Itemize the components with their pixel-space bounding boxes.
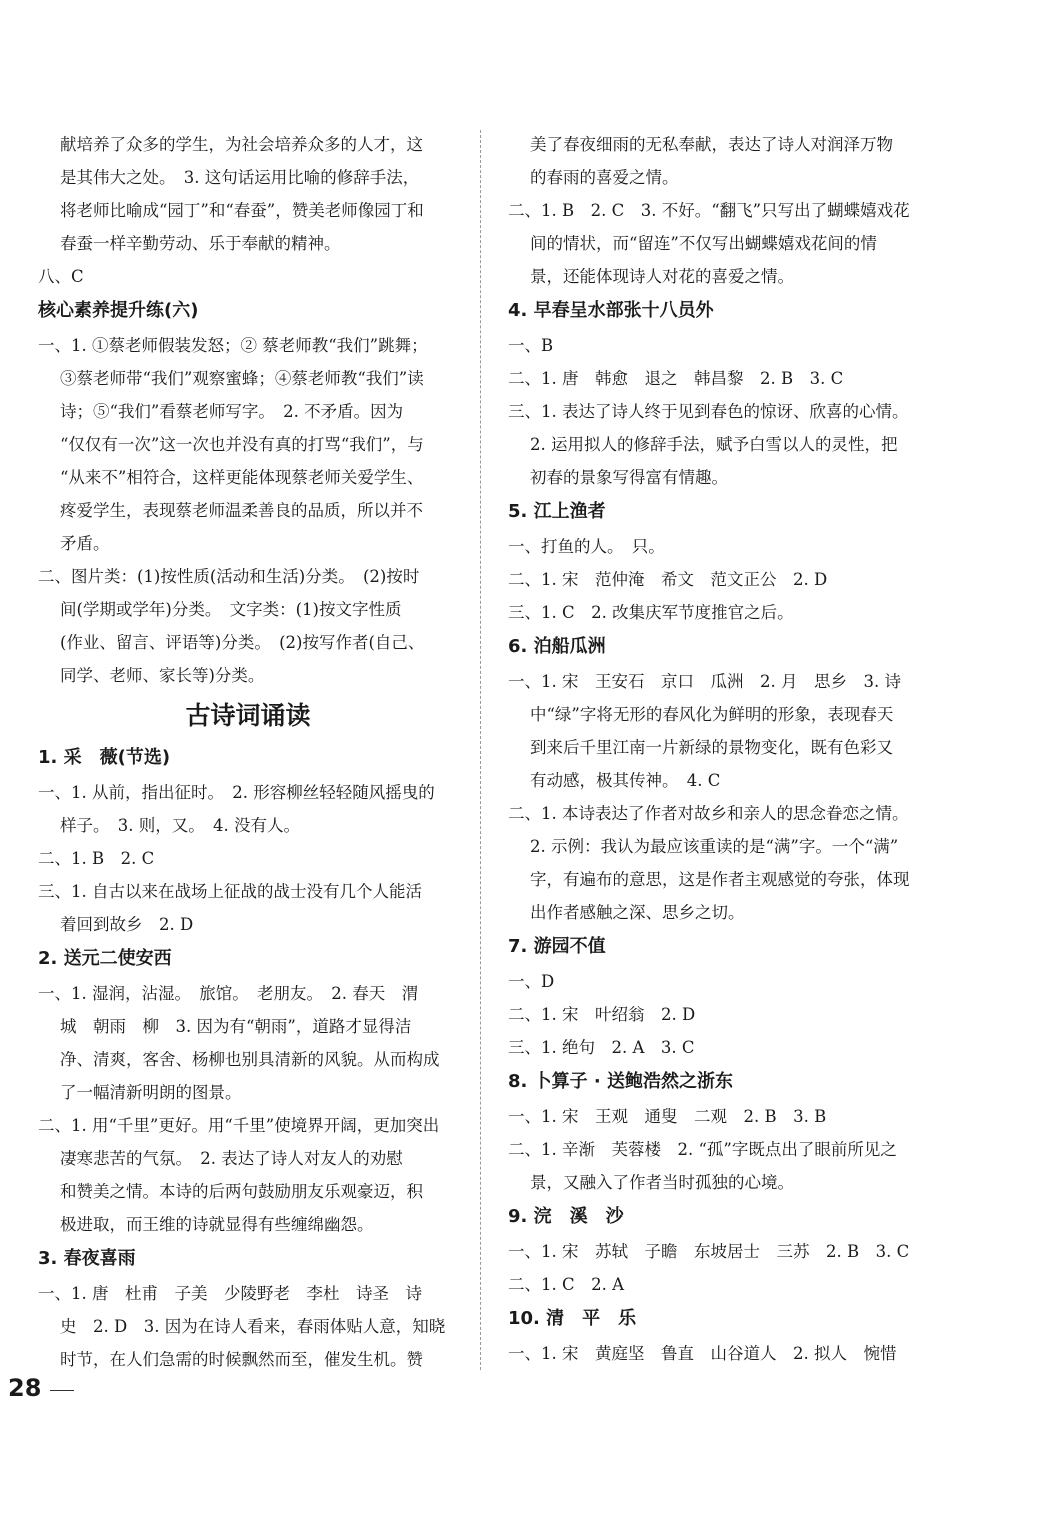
answer-line-continued: 2. 运用拟人的修辞手法，赋予白雪以人的灵性，把	[530, 435, 898, 454]
answer-line: 一、1. 宋 王安石 京口 瓜洲 2. 月 思乡 3. 诗	[508, 672, 901, 691]
answer-line-continued: 有动感，极其传神。 4. C	[530, 771, 721, 790]
answer-line-continued: 凄寒悲苦的气氛。 2. 表达了诗人对友人的劝慰	[60, 1149, 403, 1168]
answer-line-continued: 疼爱学生，表现蔡老师温柔善良的品质，所以并不	[60, 501, 423, 520]
section-heading: 2. 送元二使安西	[38, 948, 172, 969]
answer-line-continued: 和赞美之情。本诗的后两句鼓励朋友乐观豪迈，积	[60, 1182, 423, 1201]
answer-line-continued: 矛盾。	[60, 534, 110, 553]
answer-line-continued: 城 朝雨 柳 3. 因为有“朝雨”，道路才显得洁	[60, 1017, 412, 1036]
answer-line-continued: 间(学期或学年)分类。 文字类：(1)按文字性质	[60, 600, 402, 619]
section-heading: 10. 清 平 乐	[508, 1308, 637, 1329]
page-number-rule	[50, 1390, 74, 1391]
answer-line-continued: 同学、老师、家长等)分类。	[60, 666, 265, 685]
answer-line: 二、1. B 2. C	[38, 849, 155, 868]
page-number: 28	[8, 1374, 42, 1402]
answer-line-continued: 着回到故乡 2. D	[60, 915, 194, 934]
answer-line: 一、1. 宋 苏轼 子瞻 东坡居士 三苏 2. B 3. C	[508, 1242, 910, 1261]
answer-line-continued: 间的情状，而“留连”不仅写出蝴蝶嬉戏花间的情	[530, 234, 877, 253]
answer-line: 一、1. 湿润，沾湿。 旅馆。 老朋友。 2. 春天 渭	[38, 984, 419, 1003]
answer-line: 一、1. 唐 杜甫 子美 少陵野老 李杜 诗圣 诗	[38, 1284, 422, 1303]
answer-line-continued: 样子。 3. 则，又。 4. 没有人。	[60, 816, 300, 835]
section-heading: 8. 卜算子 · 送鲍浩然之浙东	[508, 1071, 733, 1092]
answer-line-continued: 字，有遍布的意思，这是作者主观感觉的夸张，体现	[530, 870, 910, 889]
answer-line-continued: 美了春夜细雨的无私奉献，表达了诗人对润泽万物	[530, 135, 893, 154]
answer-line: 一、D	[508, 972, 555, 991]
answer-line: 二、1. 宋 叶绍翁 2. D	[508, 1005, 696, 1024]
answer-line-continued: (作业、留言、评语等)分类。 (2)按写作者(自己、	[60, 633, 425, 652]
answer-line: 一、B	[508, 336, 554, 355]
left-column	[38, 128, 458, 1376]
answer-line-continued: 春蚕一样辛勤劳动、乐于奉献的精神。	[60, 234, 341, 253]
answer-line-continued: 了一幅清新明朗的图景。	[60, 1083, 242, 1102]
answer-line: 三、1. 自古以来在战场上征战的战士没有几个人能活	[38, 882, 422, 901]
answer-line-continued: 献培养了众多的学生，为社会培养众多的人才，这	[60, 135, 423, 154]
answer-line: 一、1. 从前，指出征时。 2. 形容柳丝轻轻随风摇曳的	[38, 783, 435, 802]
answer-line-continued: 出作者感触之深、思乡之切。	[530, 903, 745, 922]
section-heading: 5. 江上渔者	[508, 501, 606, 522]
answer-line-continued: 诗；⑤“我们”看蔡老师写字。 2. 不矛盾。因为	[60, 402, 404, 421]
answer-line-continued: 到来后千里江南一片新绿的景物变化，既有色彩又	[530, 738, 893, 757]
section-heading: 4. 早春呈水部张十八员外	[508, 300, 714, 321]
answer-line-continued: 中“绿”字将无形的春风化为鲜明的形象，表现春天	[530, 705, 894, 724]
answer-line-continued: 景，又融入了作者当时孤独的心境。	[530, 1173, 794, 1192]
section-heading: 3. 春夜喜雨	[38, 1248, 136, 1269]
answer-line-continued: 的春雨的喜爱之情。	[530, 168, 679, 187]
answer-line: 一、1. 宋 黄庭坚 鲁直 山谷道人 2. 拟人 惋惜	[508, 1344, 897, 1363]
answer-line: 二、1. 用“千里”更好。用“千里”使境界开阔，更加突出	[38, 1116, 440, 1135]
answer-line: 二、1. C 2. A	[508, 1275, 625, 1294]
answer-line: 三、1. 表达了诗人终于见到春色的惊讶、欣喜的心情。	[508, 402, 909, 421]
answer-line: 二、1. 本诗表达了作者对故乡和亲人的思念眷恋之情。	[508, 804, 909, 823]
answer-line-continued: “仅仅有一次”这一次也并没有真的打骂“我们”，与	[60, 435, 424, 454]
answer-line: 二、1. 唐 韩愈 退之 韩昌黎 2. B 3. C	[508, 369, 844, 388]
answer-line: 三、1. C 2. 改集庆军节度推官之后。	[508, 603, 794, 622]
answer-line-continued: 净、清爽，客舍、杨柳也别具清新的风貌。从而构成	[60, 1050, 440, 1069]
answer-line: 二、1. 宋 范仲淹 希文 范文正公 2. D	[508, 570, 828, 589]
answer-line-continued: 是其伟大之处。 3. 这句话运用比喻的修辞手法，	[60, 168, 420, 187]
section-heading: 7. 游园不值	[508, 936, 606, 957]
section-heading: 核心素养提升练(六)	[38, 300, 199, 321]
answer-line-continued: 极进取，而王维的诗就显得有些缠绵幽怨。	[60, 1215, 374, 1234]
right-column	[508, 128, 928, 1370]
answer-line-continued: 将老师比喻成“园丁”和“春蚕”，赞美老师像园丁和	[60, 201, 424, 220]
column-divider	[480, 130, 481, 1370]
chapter-title: 古诗词诵读	[185, 701, 311, 730]
answer-line: 二、1. B 2. C 3. 不好。“翻飞”只写出了蝴蝶嬉戏花	[508, 201, 910, 220]
answer-line-continued: 史 2. D 3. 因为在诗人看来，春雨体贴人意，知晓	[60, 1317, 446, 1336]
section-heading: 9. 浣 溪 沙	[508, 1206, 624, 1227]
answer-line-continued: 2. 示例：我认为最应该重读的是“满”字。一个“满”	[530, 837, 899, 856]
section-heading: 6. 泊船瓜洲	[508, 636, 606, 657]
answer-line: 一、1. 宋 王观 通叟 二观 2. B 3. B	[508, 1107, 827, 1126]
answer-line: 八、C	[38, 267, 84, 286]
answer-line: 二、1. 辛渐 芙蓉楼 2. “孤”字既点出了眼前所见之	[508, 1140, 897, 1159]
answer-line-continued: “从来不”相符合，这样更能体现蔡老师关爱学生、	[60, 468, 424, 487]
answer-line-continued: 初春的景象写得富有情趣。	[530, 468, 728, 487]
section-heading: 1. 采 薇(节选)	[38, 747, 171, 768]
answer-line: 一、1. ①蔡老师假装发怒；② 蔡老师教“我们”跳舞；	[38, 336, 428, 355]
answer-line-continued: 时节，在人们急需的时候飘然而至，催发生机。赞	[60, 1350, 423, 1369]
answer-line-continued: ③蔡老师带“我们”观察蜜蜂；④蔡老师教“我们”读	[60, 369, 424, 388]
answer-line: 三、1. 绝句 2. A 3. C	[508, 1038, 695, 1057]
answer-line: 一、打鱼的人。 只。	[508, 537, 665, 556]
answer-line: 二、图片类：(1)按性质(活动和生活)分类。 (2)按时	[38, 567, 420, 586]
answer-line-continued: 景，还能体现诗人对花的喜爱之情。	[530, 267, 794, 286]
